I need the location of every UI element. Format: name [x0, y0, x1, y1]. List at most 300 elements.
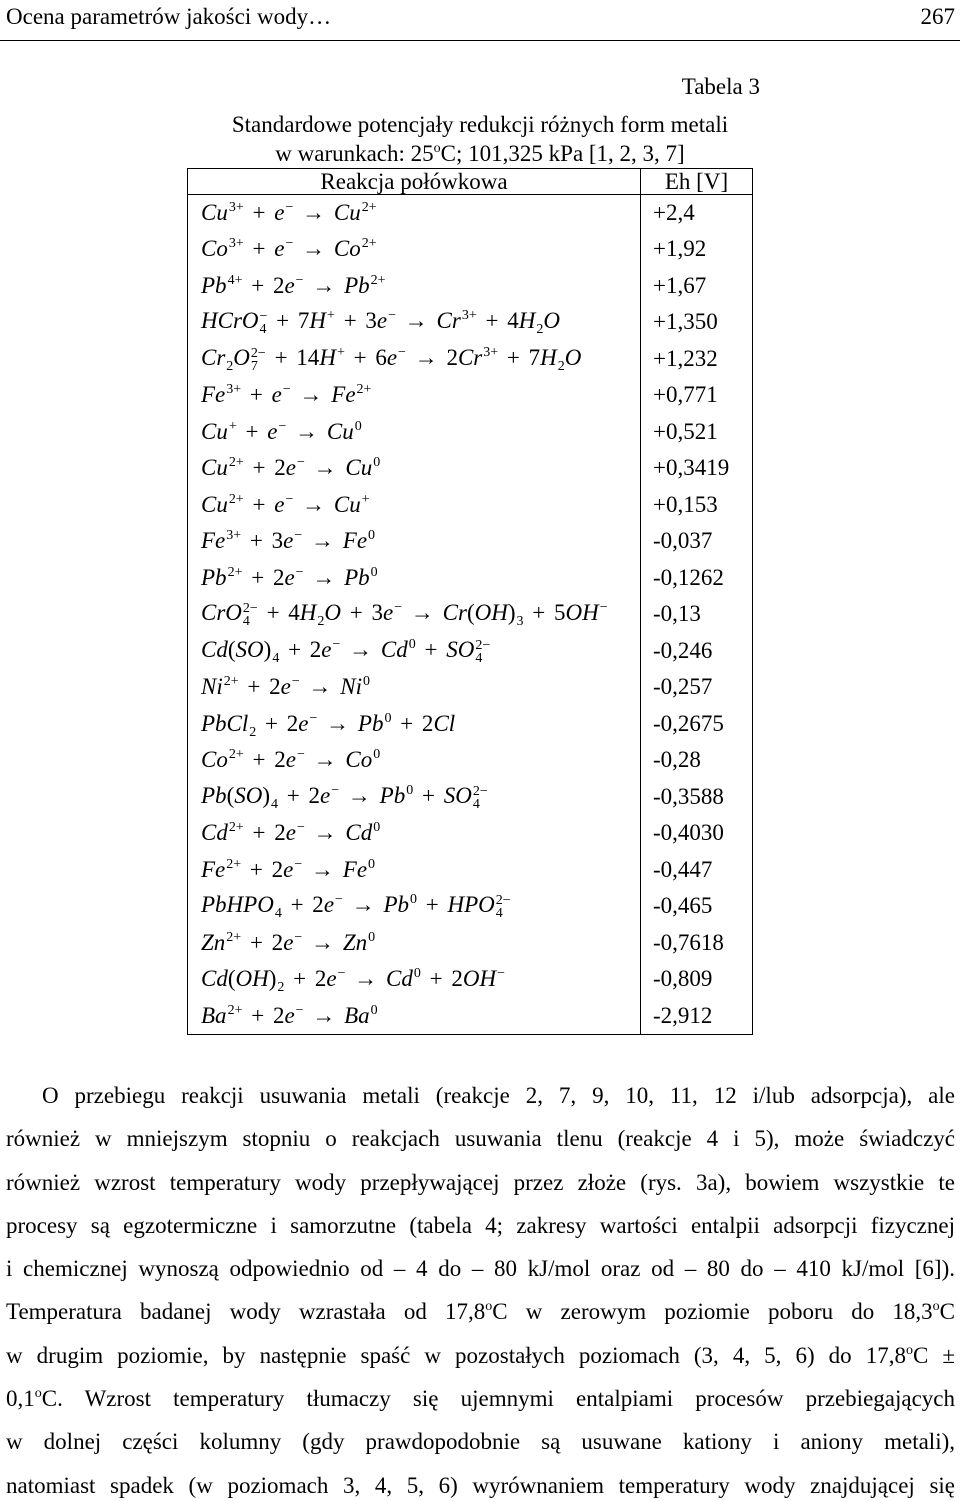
- superscript: +: [336, 344, 345, 360]
- table-label: Tabela 3: [681, 74, 760, 99]
- formula-operator: →: [302, 856, 343, 882]
- reaction-cell: [188, 961, 641, 998]
- table-caption-line-1: Standardowe potencjały redukcji różnych form metali: [231, 112, 729, 137]
- superscript: 2−: [250, 345, 266, 361]
- formula-operator: →: [342, 892, 384, 918]
- superscript: 2+: [370, 272, 386, 288]
- eh-value-cell: +0,3419: [653, 455, 730, 481]
- superscript: +: [327, 308, 335, 324]
- superscript: −: [394, 600, 403, 616]
- superscript: 3+: [483, 344, 499, 360]
- superscript: 0: [410, 892, 417, 908]
- superscript: −: [599, 600, 608, 616]
- reaction-cell: [188, 487, 641, 524]
- formula-operator: (: [226, 782, 235, 808]
- formula-symbol: H: [319, 344, 336, 370]
- formula-symbol: Cu: [201, 418, 228, 444]
- formula-operator: + 4: [476, 308, 519, 334]
- sub-sup-stack: [475, 639, 490, 665]
- reaction-cell: [188, 998, 641, 1035]
- superscript: 2−: [495, 893, 511, 909]
- superscript: o: [932, 1299, 940, 1315]
- subscript: 4: [259, 322, 267, 338]
- eh-value-cell: +1,67: [653, 272, 707, 298]
- superscript: 0: [373, 747, 381, 763]
- text-run: w dolnej części kolumny (gdy prawdopodobnie są usuwane kationy i aniony metali),: [6, 1429, 955, 1455]
- formula-symbol: e: [284, 272, 295, 298]
- formula-symbol: Cd: [380, 636, 408, 662]
- superscript: −: [295, 272, 304, 288]
- formula-operator: + 2: [281, 892, 324, 918]
- formula-symbol: e: [274, 491, 285, 517]
- formula-operator: +: [241, 382, 272, 408]
- eh-value-cell: -0,4030: [653, 820, 724, 846]
- formula-symbol: Co: [333, 236, 361, 262]
- formula-symbol: O: [564, 344, 582, 370]
- table-caption-line-2: [0, 139, 960, 168]
- formula-symbol: e: [386, 344, 398, 370]
- paragraph-line: [6, 1341, 955, 1371]
- reaction-cell: [188, 633, 641, 670]
- formula-symbol: HCrO: [201, 308, 259, 334]
- formula-symbol: Pb: [383, 892, 409, 918]
- superscript: −: [294, 929, 303, 945]
- superscript: 2+: [226, 856, 242, 872]
- superscript: −: [296, 820, 305, 836]
- superscript: −: [278, 418, 287, 434]
- header-rule: [0, 40, 960, 41]
- formula-operator: + 2: [241, 856, 284, 882]
- paragraph-line: [6, 1211, 955, 1241]
- formula-symbol: e: [323, 892, 335, 918]
- superscript: 0: [370, 1002, 378, 1018]
- reaction-cell: [188, 414, 641, 451]
- subscript: 4: [495, 906, 503, 922]
- formula-operator: (: [466, 600, 475, 626]
- subscript: 2: [317, 614, 325, 630]
- formula-symbol: Pb: [201, 564, 227, 590]
- formula-operator: + 2: [279, 636, 322, 662]
- table-body: [188, 195, 753, 1035]
- formula-symbol: e: [285, 747, 296, 773]
- subscript: 4: [475, 650, 483, 666]
- superscript: −: [296, 455, 305, 471]
- formula-symbol: O: [324, 600, 342, 626]
- superscript: 2+: [227, 1002, 243, 1018]
- reaction-cell: [188, 268, 641, 305]
- paragraph-line: [6, 1297, 955, 1327]
- formula-symbol: Pb: [344, 564, 370, 590]
- paragraph-line: [6, 1254, 955, 1284]
- formula-symbol: H: [518, 308, 536, 334]
- formula-operator: ): [263, 636, 272, 662]
- formula-operator: ): [268, 966, 277, 992]
- running-header-title: Ocena parametrów jakości wody…: [6, 4, 332, 29]
- table-row: [188, 195, 753, 232]
- superscript: −: [285, 236, 294, 252]
- reaction-cell: [188, 742, 641, 779]
- formula-symbol: e: [285, 455, 296, 481]
- subscript: 2: [557, 358, 565, 374]
- formula-symbol: e: [283, 856, 294, 882]
- formula-symbol: Fe: [331, 382, 356, 408]
- sub-sup-stack: [473, 785, 488, 811]
- formula-operator: (: [227, 966, 236, 992]
- formula-symbol: Cr: [201, 344, 226, 370]
- formula-symbol: HPO: [447, 892, 495, 918]
- text-run: C ±: [912, 1342, 955, 1368]
- table-row: [188, 377, 753, 414]
- superscript: o: [433, 141, 441, 156]
- reaction-cell: [188, 852, 641, 889]
- formula-symbol: O: [233, 344, 250, 370]
- superscript: 3+: [461, 308, 477, 324]
- formula-operator: →: [304, 747, 346, 773]
- formula-symbol: Fe: [342, 528, 368, 554]
- reaction-cell: [188, 450, 641, 487]
- paragraph-line: [6, 1168, 955, 1198]
- sub-sup-stack: [496, 894, 511, 920]
- reaction-cell: [188, 925, 641, 962]
- text-run: natomiast spadek (w poziomach 3, 4, 5, 6) wyrównaniem temperatury wody znajdującej się: [6, 1472, 955, 1498]
- reaction-cell: [188, 706, 641, 743]
- superscript: 3+: [226, 528, 242, 544]
- formula-operator: →: [396, 308, 437, 334]
- superscript: 0: [368, 929, 376, 945]
- formula-symbol: e: [280, 674, 291, 700]
- subscript: 4: [274, 906, 282, 922]
- text-run: C w zerowym poziomie poboru do 18,3: [492, 1299, 933, 1325]
- text-run: również w mniejszym stopniu o reakcjach usuwania tlenu (reakcje 4 i 5), może świadczyć: [6, 1126, 955, 1152]
- table-row: [188, 304, 753, 341]
- superscript: 0: [368, 856, 376, 872]
- formula-operator: + 2: [241, 929, 284, 955]
- superscript: −: [295, 1002, 304, 1018]
- superscript: 3+: [228, 200, 244, 215]
- eh-value-cell: +1,350: [653, 309, 718, 335]
- formula-operator: + 2: [242, 272, 285, 298]
- eh-value-cell: +0,153: [653, 491, 718, 517]
- page-number: 267: [920, 4, 955, 29]
- reaction-cell: [188, 304, 641, 341]
- superscript: −: [295, 564, 304, 580]
- formula-symbol: O: [543, 308, 560, 334]
- superscript: 2+: [223, 674, 239, 690]
- formula-symbol: Ni: [340, 674, 362, 700]
- superscript: 2−: [242, 601, 258, 617]
- formula-operator: ): [507, 600, 516, 626]
- reaction-cell: [188, 669, 641, 706]
- formula-symbol: Zn: [201, 929, 226, 955]
- text-run: 0,1: [6, 1386, 35, 1412]
- superscript: −: [285, 491, 294, 507]
- header-row: [188, 169, 753, 195]
- formula-symbol: PbCl: [201, 710, 249, 736]
- formula-symbol: Cu: [333, 200, 361, 225]
- table-row: [188, 888, 753, 925]
- subscript: 2: [226, 358, 234, 374]
- formula-symbol: Co: [201, 747, 228, 773]
- formula-symbol: Fe: [201, 382, 226, 408]
- superscript: −: [285, 200, 294, 215]
- table-header: [188, 169, 753, 195]
- superscript: −: [259, 309, 268, 325]
- eh-value-cell: -0,7618: [653, 929, 724, 955]
- superscript: o: [905, 1342, 913, 1358]
- superscript: 0: [384, 710, 392, 726]
- table-row: [188, 961, 753, 998]
- eh-value-cell: +0,521: [653, 418, 718, 444]
- formula-symbol: e: [298, 710, 309, 736]
- formula-symbol: Pb: [201, 272, 227, 298]
- eh-value-cell: -0,037: [653, 528, 713, 554]
- formula-symbol: Ba: [344, 1002, 370, 1028]
- formula-operator: +: [243, 491, 275, 517]
- formula-operator: →: [293, 200, 334, 225]
- eh-value-cell: -0,13: [653, 601, 701, 627]
- formula-operator: →: [293, 491, 334, 517]
- formula-symbol: OH: [474, 600, 508, 626]
- formula-symbol: Cd: [201, 820, 228, 846]
- formula-symbol: Cd: [201, 636, 228, 662]
- formula-operator: (: [227, 636, 236, 662]
- superscript: +: [228, 418, 237, 434]
- formula-symbol: Cr: [436, 308, 461, 334]
- text-run: C. Wzrost temperatury tłumaczy się ujemnymi entalpiami procesów przebiegających: [41, 1386, 955, 1412]
- formula-operator: →: [303, 564, 345, 590]
- body-paragraph: [6, 1081, 955, 1501]
- formula-operator: + 2: [243, 455, 286, 481]
- formula-operator: +: [415, 636, 447, 662]
- reaction-cell: [188, 596, 641, 633]
- superscript: 0: [368, 528, 376, 544]
- formula-symbol: e: [284, 1002, 295, 1028]
- text-run: C: [939, 1299, 955, 1325]
- formula-symbol: Cu: [201, 200, 228, 225]
- text-run: C; 101,325 kPa [1, 2, 3, 7]: [440, 141, 685, 166]
- formula-operator: + 2: [278, 782, 321, 808]
- superscript: −: [332, 636, 341, 652]
- formula-symbol: e: [285, 820, 296, 846]
- eh-value-cell: -2,912: [653, 1002, 713, 1028]
- paragraph-line: [6, 1124, 955, 1154]
- eh-value-cell: -0,257: [653, 674, 713, 700]
- superscript: −: [497, 966, 505, 982]
- formula-symbol: e: [376, 308, 388, 334]
- superscript: −: [291, 674, 300, 690]
- superscript: 0: [362, 674, 370, 690]
- formula-symbol: Co: [201, 236, 228, 262]
- formula-operator: + 2: [243, 820, 286, 846]
- formula-operator: + 2: [238, 674, 281, 700]
- formula-symbol: Cu: [201, 491, 228, 517]
- formula-operator: + 2: [391, 710, 434, 736]
- table-row: [188, 231, 753, 268]
- superscript: 2+: [361, 200, 377, 215]
- text-run: w warunkach: 25: [275, 141, 434, 166]
- formula-operator: →: [299, 674, 341, 700]
- reaction-cell: [188, 815, 641, 852]
- superscript: 0: [408, 636, 416, 652]
- formula-symbol: Cu: [345, 455, 373, 481]
- formula-symbol: e: [283, 929, 294, 955]
- formula-operator: →: [339, 782, 380, 808]
- reaction-cell: [188, 523, 641, 560]
- superscript: 2+: [226, 929, 242, 945]
- eh-value-cell: -0,246: [653, 637, 713, 663]
- table-row: [188, 815, 753, 852]
- text-run: w drugim poziomie, by następnie spaść w pozostałych poziomach (3, 4, 5, 6) do 17,8: [6, 1342, 906, 1368]
- superscript: o: [34, 1386, 42, 1402]
- formula-operator: +: [236, 418, 268, 444]
- formula-symbol: e: [274, 236, 285, 262]
- formula-symbol: Pb: [379, 782, 406, 808]
- formula-operator: + 4: [257, 600, 300, 626]
- subscript: 4: [272, 650, 280, 666]
- subscript: 3: [516, 614, 524, 630]
- formula-operator: ): [262, 782, 271, 808]
- superscript: 2−: [475, 637, 491, 653]
- subscript: 2: [249, 724, 257, 740]
- subscript: 4: [472, 796, 480, 812]
- superscript: −: [282, 382, 291, 398]
- formula-symbol: SO: [234, 782, 263, 808]
- superscript: 0: [406, 782, 414, 798]
- table-row: [188, 414, 753, 451]
- superscript: 0: [370, 564, 378, 580]
- reaction-cell: [188, 341, 641, 378]
- eh-value-cell: +2,4: [653, 200, 695, 225]
- superscript: −: [294, 856, 303, 872]
- table-row: [188, 742, 753, 779]
- eh-value-cell: -0,1262: [653, 564, 724, 590]
- formula-symbol: SO: [235, 636, 264, 662]
- formula-symbol: OH: [565, 600, 599, 626]
- formula-symbol: Cr: [457, 344, 483, 370]
- table-row: [188, 487, 753, 524]
- formula-operator: + 7: [498, 344, 541, 370]
- formula-symbol: Pb: [201, 782, 227, 808]
- sub-sup-stack: [243, 602, 258, 628]
- superscript: 2+: [356, 382, 372, 398]
- formula-symbol: Ni: [201, 674, 223, 700]
- superscript: −: [398, 344, 406, 360]
- subscript: 7: [250, 358, 258, 374]
- formula-operator: →: [304, 820, 346, 846]
- formula-symbol: e: [283, 528, 294, 554]
- superscript: −: [296, 747, 305, 763]
- superscript: 0: [373, 820, 381, 836]
- paragraph-line: [6, 1081, 955, 1111]
- table-row: [188, 779, 753, 816]
- formula-operator: →: [290, 382, 332, 408]
- table-row: [188, 669, 753, 706]
- formula-symbol: Cd: [386, 966, 413, 992]
- formula-operator: + 2: [284, 966, 327, 992]
- superscript: 0: [354, 418, 362, 434]
- formula-symbol: e: [271, 382, 282, 408]
- superscript: 2+: [227, 564, 243, 580]
- formula-operator: + 3: [334, 308, 377, 334]
- formula-symbol: Cu: [326, 418, 354, 444]
- text-run: O przebiegu reakcji usuwania metali (reakcje 2, 7, 9, 10, 11, 12 i/lub adsorpcja), ale: [42, 1083, 955, 1108]
- formula-symbol: Cr: [442, 600, 467, 626]
- formula-operator: →: [345, 966, 387, 992]
- formula-operator: →: [303, 1002, 345, 1028]
- superscript: −: [294, 528, 303, 544]
- formula-symbol: Fe: [201, 528, 226, 554]
- formula-operator: +: [243, 236, 275, 262]
- eh-value-cell: +0,771: [653, 382, 718, 408]
- formula-operator: →: [402, 600, 443, 626]
- formula-symbol: Fe: [201, 856, 226, 882]
- formula-symbol: Cd: [345, 820, 373, 846]
- table-row: [188, 633, 753, 670]
- formula-symbol: Pb: [357, 710, 384, 736]
- reaction-cell: [188, 377, 641, 414]
- formula-symbol: e: [326, 966, 337, 992]
- table-row: [188, 523, 753, 560]
- superscript: −: [331, 782, 340, 798]
- formula-operator: +: [417, 892, 448, 918]
- column-header-eh: Eh [V]: [641, 169, 753, 195]
- superscript: 2+: [361, 236, 377, 252]
- formula-symbol: H: [540, 344, 557, 370]
- formula-symbol: OH: [235, 966, 269, 992]
- formula-operator: → 2: [405, 344, 458, 370]
- reaction-cell: [188, 779, 641, 816]
- formula-operator: + 2: [420, 966, 463, 992]
- eh-value-cell: -0,3588: [653, 783, 724, 809]
- table-row: [188, 998, 753, 1035]
- eh-value-cell: +1,92: [653, 236, 707, 262]
- superscript: 2+: [228, 747, 244, 763]
- table-row: [188, 341, 753, 378]
- formula-symbol: Co: [345, 747, 373, 773]
- eh-value-cell: -0,447: [653, 856, 713, 882]
- formula-operator: +: [413, 782, 444, 808]
- formula-symbol: e: [274, 200, 285, 225]
- subscript: 4: [271, 796, 279, 812]
- superscript: 2+: [228, 491, 244, 507]
- paragraph-line: [6, 1471, 955, 1501]
- formula-operator: →: [293, 236, 334, 262]
- formula-symbol: e: [383, 600, 394, 626]
- paragraph-line: [6, 1384, 955, 1414]
- sub-sup-stack: [251, 347, 266, 373]
- formula-symbol: Cd: [201, 966, 228, 992]
- formula-operator: →: [304, 455, 346, 481]
- formula-symbol: SO: [443, 782, 472, 808]
- formula-symbol: e: [284, 564, 295, 590]
- formula-symbol: e: [321, 636, 332, 662]
- formula-symbol: Cl: [433, 710, 456, 736]
- formula-operator: + 3: [241, 528, 284, 554]
- formula-symbol: Zn: [342, 929, 368, 955]
- column-header-reaction: Reakcja połówkowa: [188, 169, 641, 195]
- reaction-cell: [188, 231, 641, 268]
- subscript: 4: [242, 614, 250, 630]
- superscript: −: [309, 710, 318, 726]
- formula-symbol: H: [309, 308, 327, 334]
- formula-symbol: e: [320, 782, 331, 808]
- eh-value-cell: -0,809: [653, 966, 713, 992]
- formula-operator: + 5: [523, 600, 566, 626]
- formula-operator: →: [286, 418, 327, 444]
- formula-symbol: Cu: [333, 491, 361, 517]
- formula-operator: + 2: [242, 1002, 285, 1028]
- formula-symbol: Fe: [342, 856, 368, 882]
